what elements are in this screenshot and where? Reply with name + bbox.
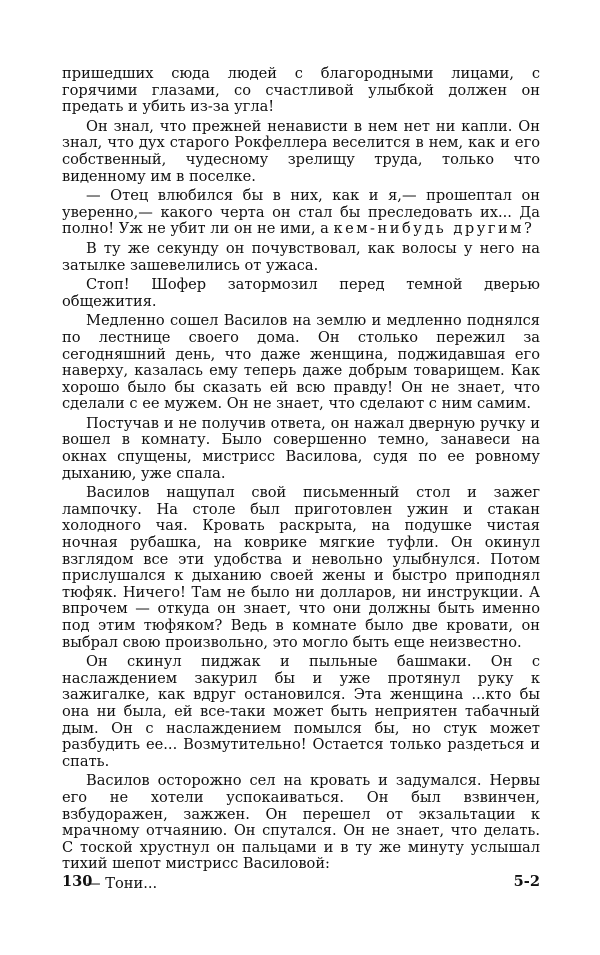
signature-mark: 5-2	[513, 873, 540, 890]
paragraph: — Тони...	[86, 874, 158, 892]
page-number: 130	[62, 873, 93, 890]
paragraph	[62, 188, 540, 238]
body-text	[62, 66, 540, 893]
paragraph: пришедших сюда людей с благородными лицами, с горячими глазами, со счастливой улыбкой должен он предать и убить из-за угла!	[62, 65, 540, 116]
paragraph: Василов нащупал свой письменный стол и зажег лампочку. На столе был приготовлен ужин и стакан холодного чая. Кровать раскрыта, на подушке чистая ночная рубашка, на коврике мягкие туфли. Он окинул взглядом все эти удобства и невольно улыбнулся. Потом прислушался к дыханию своей жены и быстро приподнял тюфяк. Ничего! Там не было ни долларов, ни инструкции. А впрочем — откуда он знает, что они должны быть именно под этим тюфяком? Ведь в комнате было две кровати, он выбрал свою произвольно, это могло быть еще неизвестно.	[62, 484, 540, 651]
paragraph: Он знал, что прежней ненависти в нем нет ни капли. Он знал, что дух старого Рокфеллера веселится в нем, как и его собственный, чудесному зрелищу труда, только что виденному им в поселке.	[62, 117, 540, 185]
paragraph: В ту же секунду он почувствовал, как волосы у него на затылке зашевелились от ужаса.	[62, 239, 540, 274]
paragraph-text: — Отец влюбился бы в них, как и я,— прошептал он уверенно,— какого черта он стал бы преследовать их... Да полно! Уж не убит ли он не ими, а	[62, 187, 540, 238]
paragraph: Медленно сошел Василов на землю и медленно поднялся по лестнице своего дома. Он столько пережил за сегодняшний день, что даже женщина, поджидавшая его наверху, казалась ему теперь даже добрым товарищем. Как хорошо было бы сказать ей всю правду! Он не знает, что сделали с ее мужем. Он не знает, что сделают с ним самим.	[62, 312, 540, 413]
spaced-emphasis: кем-нибудь другим?	[333, 220, 535, 238]
paragraph: Он скинул пиджак и пыльные башмаки. Он с наслаждением закурил бы и уже протянул руку к зажигалке, как вдруг остановился. Эта женщина ...кто бы она ни была, ей все-таки может быть неприятен табачный дым. Он с наслаждением помылся бы, но стук может разбудить ее... Возмутительно! Остается только раздеться и спать.	[62, 653, 540, 770]
paragraph: Постучав и не получив ответа, он нажал дверную ручку и вошел в комнату. Было совершенно темно, занавеси на окнах спущены, мистрисс Василова, судя по ее ровному дыханию, уже спала.	[62, 414, 540, 482]
paragraph: Стоп! Шофер затормозил перед темной дверью общежития.	[62, 276, 540, 310]
paragraph: Василов осторожно сел на кровать и задумался. Нервы его не хотели успокаиваться. Он был взвинчен, взбудоражен, зажжен. Он перешел от экзальтации к мрачному отчаянию. Он спутался. Он не знает, что делать. С тоской хрустнул он пальцами и в ту же минуту услышал тихий шепот мистрисс Василовой:	[62, 772, 540, 873]
